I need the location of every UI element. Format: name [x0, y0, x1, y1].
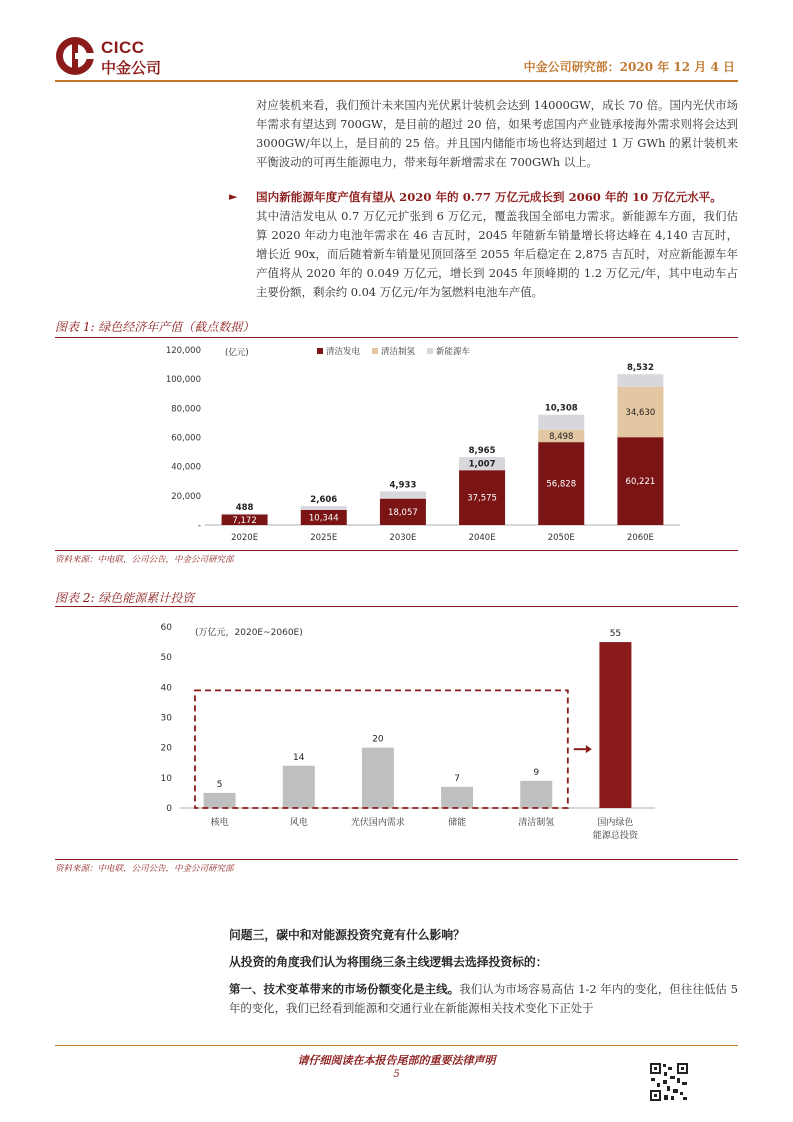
data-label: 5 [216, 779, 223, 790]
data-label: 10,308 [544, 403, 578, 414]
figure1-title: 图表 1: 绿色经济年产值（截点数据） [55, 320, 255, 334]
bar [204, 793, 236, 808]
x-tick-label: 2060E [626, 533, 654, 543]
bar-segment [301, 506, 347, 510]
y-tick-label: 120,000 [165, 346, 201, 356]
data-label: 18,057 [388, 507, 418, 518]
x-tick-label: 核电 [210, 818, 229, 828]
legend-label: 新能源车 [436, 347, 471, 357]
x-tick-label: 风电 [289, 818, 308, 828]
section-paragraph-body: 我们认为市场容易高估 1-2 年内的变化，但往往低估 5 年的变化，我们已经看到能源和交通行业在新能源相关技术变化下正处于 [229, 982, 738, 1015]
x-tick-label: 2020E [231, 533, 259, 543]
bar [599, 642, 631, 808]
x-tick-label: 光伏国内需求 [350, 818, 405, 828]
data-label: 1,007 [468, 459, 496, 470]
data-label: 60,221 [625, 477, 656, 488]
bar-segment [222, 514, 268, 515]
section-paragraph [229, 980, 738, 1018]
footer-divider [55, 1045, 738, 1046]
y-tick-label: 80,000 [171, 404, 201, 415]
figure2-chart [55, 607, 738, 857]
data-label: 9 [533, 767, 540, 778]
data-label: 34,630 [625, 407, 656, 418]
bullet-lead-text: 国内新能源年度产值有望从 2020 年的 0.77 万亿元成长到 2060 年的 10 万亿元水平。 [256, 190, 722, 204]
legend-swatch [427, 348, 433, 354]
body-paragraph-2: 其中清洁发电从 0.7 万亿元扩张到 6 万亿元，覆盖我国全部电力需求。新能源车方面，我们估算 2020 年动力电池年需求在 46 吉瓦时，2045 年随新车销量增长将达峰在 4,140 吉瓦时，增长近 90x，而后随着新车销量见顶回落至 2055 年后稳定在 2,875 吉瓦时，对应新能源车年产值将从 2020 年的 0.049 万亿元，增长到 2045 年顶峰期的 1.2 万亿元/年，其中电动车占主要份额，剩余约 0.04 万亿元/年为氢燃料电池车产值。 [256, 209, 738, 299]
logo-text-en: CICC [101, 38, 145, 57]
figure1-chart [55, 338, 738, 548]
y-tick-label: 40,000 [171, 462, 201, 473]
data-label: 37,575 [467, 493, 497, 504]
body-paragraph-1: 对应装机来看，我们预计未来国内光伏累计装机会达到 14000GW，成长 70 倍。国内光伏市场年需求有望达到 700GW，是目前的超过 20 倍，如果考虑国内产业链承接海外需求则将会达到 3000GW/年以上，是目前的 25 倍。并且国内储能市场也将达到超过 1 万 GWh 的累计装机来平衡波动的可再生能源电力，带来每年新增需求在 700GWh 以上。 [256, 98, 738, 169]
legend-label: 清洁发电 [326, 347, 361, 357]
unit-label: (亿元) [225, 348, 249, 358]
y-tick-label: 60,000 [171, 433, 201, 444]
data-label: 8,965 [468, 446, 496, 457]
unit-label: (万亿元，2020E~2060E) [195, 628, 303, 638]
y-tick-label: 20 [160, 743, 172, 754]
x-tick-label: 2025E [310, 533, 338, 543]
data-label: 10,344 [308, 513, 339, 524]
figure1-source: 资料来源：中电联，公司公告，中金公司研究部 [55, 555, 234, 565]
x-tick-label: 能源总投资 [592, 831, 638, 841]
bar-segment [617, 374, 663, 386]
data-label: 56,828 [546, 479, 577, 490]
data-label: 55 [609, 629, 622, 640]
data-label: 488 [235, 502, 254, 513]
y-tick-label: 30 [160, 713, 172, 724]
cicc-logo [55, 36, 165, 80]
legend-swatch [317, 348, 323, 354]
figure2-bottom-rule [55, 859, 738, 860]
y-tick-label: 0 [166, 804, 172, 814]
footer-legal-notice: 请仔细阅读在本报告尾部的重要法律声明 [297, 1054, 496, 1067]
bar [283, 766, 315, 808]
bar-segment [538, 415, 584, 430]
section-question-heading: 问题三，碳中和对能源投资究竟有什么影响？ [229, 928, 465, 942]
x-tick-label: 清洁制氢 [518, 818, 555, 828]
bar-segment [380, 491, 426, 498]
data-label: 7,172 [232, 515, 257, 526]
bullet-arrow-icon: ► [229, 190, 238, 203]
bar [362, 748, 394, 808]
figure2-source: 资料来源：中电联，公司公告，中金公司研究部 [55, 864, 234, 874]
y-tick-label: 60 [160, 623, 172, 633]
header-date: 中金公司研究部：2020 年 12 月 4 日 [523, 60, 735, 74]
page-number: 5 [393, 1069, 400, 1080]
y-tick-label: 50 [160, 653, 172, 664]
data-label: 2,606 [310, 495, 338, 506]
data-label: 8,498 [549, 431, 574, 442]
data-label: 14 [293, 752, 305, 763]
y-tick-label: 20,000 [171, 491, 201, 502]
legend-swatch [372, 348, 378, 354]
section-subheading: 从投资的角度我们认为将围绕三条主线逻辑去选择投资标的： [229, 955, 548, 969]
x-tick-label: 国内绿色 [597, 818, 634, 828]
qr-code-icon [649, 1062, 689, 1102]
y-tick-label: 100,000 [165, 375, 201, 386]
bar [441, 787, 473, 808]
x-tick-label: 2030E [389, 533, 417, 543]
legend-label: 清洁制氢 [381, 347, 416, 357]
header-divider [55, 80, 738, 82]
logo-text-cn: 中金公司 [101, 59, 162, 77]
arrow-head-icon [586, 745, 592, 753]
data-label: 8,532 [626, 363, 654, 374]
data-label: 20 [372, 734, 384, 745]
x-tick-label: 储能 [448, 818, 467, 828]
figure2-title: 图表 2: 绿色能源累计投资 [55, 591, 195, 605]
y-tick-label: 40 [160, 683, 172, 694]
x-tick-label: 2040E [468, 533, 496, 543]
data-label: 4,933 [389, 480, 417, 491]
x-tick-label: 2050E [547, 533, 575, 543]
section-paragraph-lead: 第一、技术变革带来的市场份额变化是主线。 [229, 982, 460, 996]
cicc-logo-mark-icon [55, 36, 95, 76]
y-tick-label: 10 [160, 773, 172, 784]
y-tick-label: - [197, 521, 201, 531]
data-label: 7 [454, 773, 460, 784]
bar [520, 781, 552, 808]
figure1-bottom-rule [55, 550, 738, 551]
